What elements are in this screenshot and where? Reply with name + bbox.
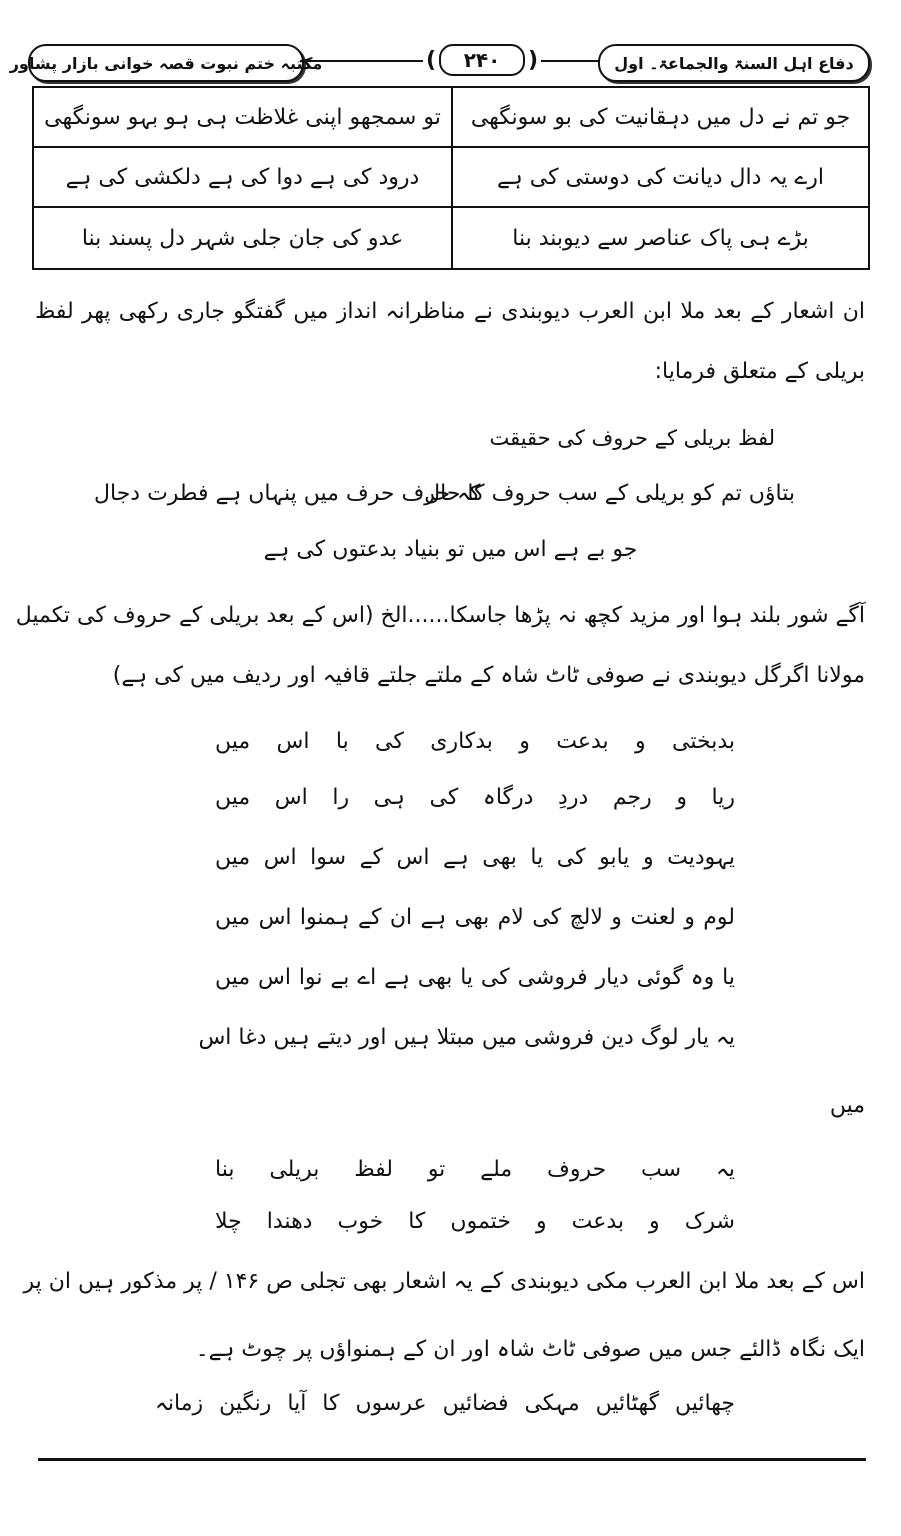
paragraph-line: ان اشعار کے بعد ملا ابن العرب دیوبندی نے مناظرانہ انداز میں گفتگو جاری رکھی پھر لفظ (35, 299, 865, 324)
couplet-right: بتاؤں تم کو بریلی کے سب حروف کا حال (424, 481, 795, 506)
header-rule-left (300, 60, 423, 62)
verse-cell-right: ارے یہ دال دیانت کی دوستی کی ہے (451, 148, 868, 208)
verse-cell-right: جو تم نے دل میں دہقانیت کی بو سونگھی (451, 88, 868, 148)
ornament-right-icon: ) (527, 47, 538, 73)
paragraph-line: بریلی کے متعلق فرمایا: (654, 359, 865, 384)
paragraph-line: آگے شور بلند ہوا اور مزید کچھ نہ پڑھا جاسکا......الخ (اس کے بعد بریلی کے حروف کی تکمیل (15, 603, 865, 628)
poem-line-tail: میں (829, 1093, 865, 1118)
verse-cell-left: درود کی ہے دوا کی ہے دلکشی کی ہے (34, 148, 451, 208)
paragraph-line: اس کے بعد ملا ابن العرب مکی دیوبندی کے یہ اشعار بھی تجلی ص ۱۴۶ / پر مذکور ہیں ان پر (23, 1269, 865, 1294)
page-number-box (423, 42, 541, 78)
bottom-rule (38, 1458, 866, 1461)
poem-line: شرک و بدعت و ختموں کا خوب دھندا چلا (215, 1209, 735, 1234)
page-number: ۲۴۰ (439, 44, 525, 76)
poem-line: یہودیت و یابو کی یا بھی ہے اس کے سوا اس میں (215, 845, 735, 870)
poem-line: یا وہ گوئی دیار فروشی کی یا بھی ہے اے بے نوا اس میں (215, 965, 735, 990)
couplet-center: جو بے ہے اس میں تو بنیاد بدعتوں کی ہے (263, 537, 638, 562)
couplet-left: کہ حرف حرف میں پنہاں ہے فطرت دجال (94, 481, 481, 506)
verse-table (32, 86, 870, 270)
book-title: دفاع اہل السنۃ والجماعۃ۔ اول (598, 44, 870, 82)
final-verse-line: چھائیں گھٹائیں مہکی فضائیں عرسوں کا آیا رنگین زمانہ (155, 1391, 735, 1416)
poem-line: یہ یار لوگ دین فروشی میں مبتلا ہیں اور دیتے ہیں دغا اس (198, 1025, 735, 1050)
poem-line: بدبختی و بدعت و بدکاری کی با اس میں (215, 729, 735, 754)
header-rule-right (541, 60, 602, 62)
paragraph-line: مولانا اگرگل دیوبندی نے صوفی ٹاٹ شاہ کے ملتے جلتے قافیہ اور ردیف میں کی ہے) (112, 663, 865, 688)
poem-line: یہ سب حروف ملے تو لفظ بریلی بنا (215, 1157, 735, 1182)
ornament-left-icon: ( (426, 47, 437, 73)
verse-cell-left: عدو کی جان جلی شہر دل پسند بنا (81, 225, 404, 251)
section-heading: لفظ بریلی کے حروف کی حقیقت (489, 426, 775, 450)
poem-line: لوم و لعنت و لالچ کی لام بھی ہے ان کے ہمنوا اس میں (215, 905, 735, 930)
publisher-label: مکتبہ ختم نبوت قصہ خوانی بازار پشاور (28, 44, 304, 82)
verse-cell-left: تو سمجھو اپنی غلاظت ہی ہو بہو سونگھی (34, 88, 451, 148)
poem-line: ریا و رجم دردِ درگاہ کی ہی را اس میں (215, 785, 735, 810)
paragraph-line: ایک نگاہ ڈالئے جس میں صوفی ٹاٹ شاہ اور ان کے ہمنواؤں پر چوٹ ہے۔ (195, 1337, 865, 1362)
verse-cell-right: بڑے ہی پاک عناصر سے دیوبند بنا (451, 208, 868, 268)
page-header (9, 44, 870, 84)
